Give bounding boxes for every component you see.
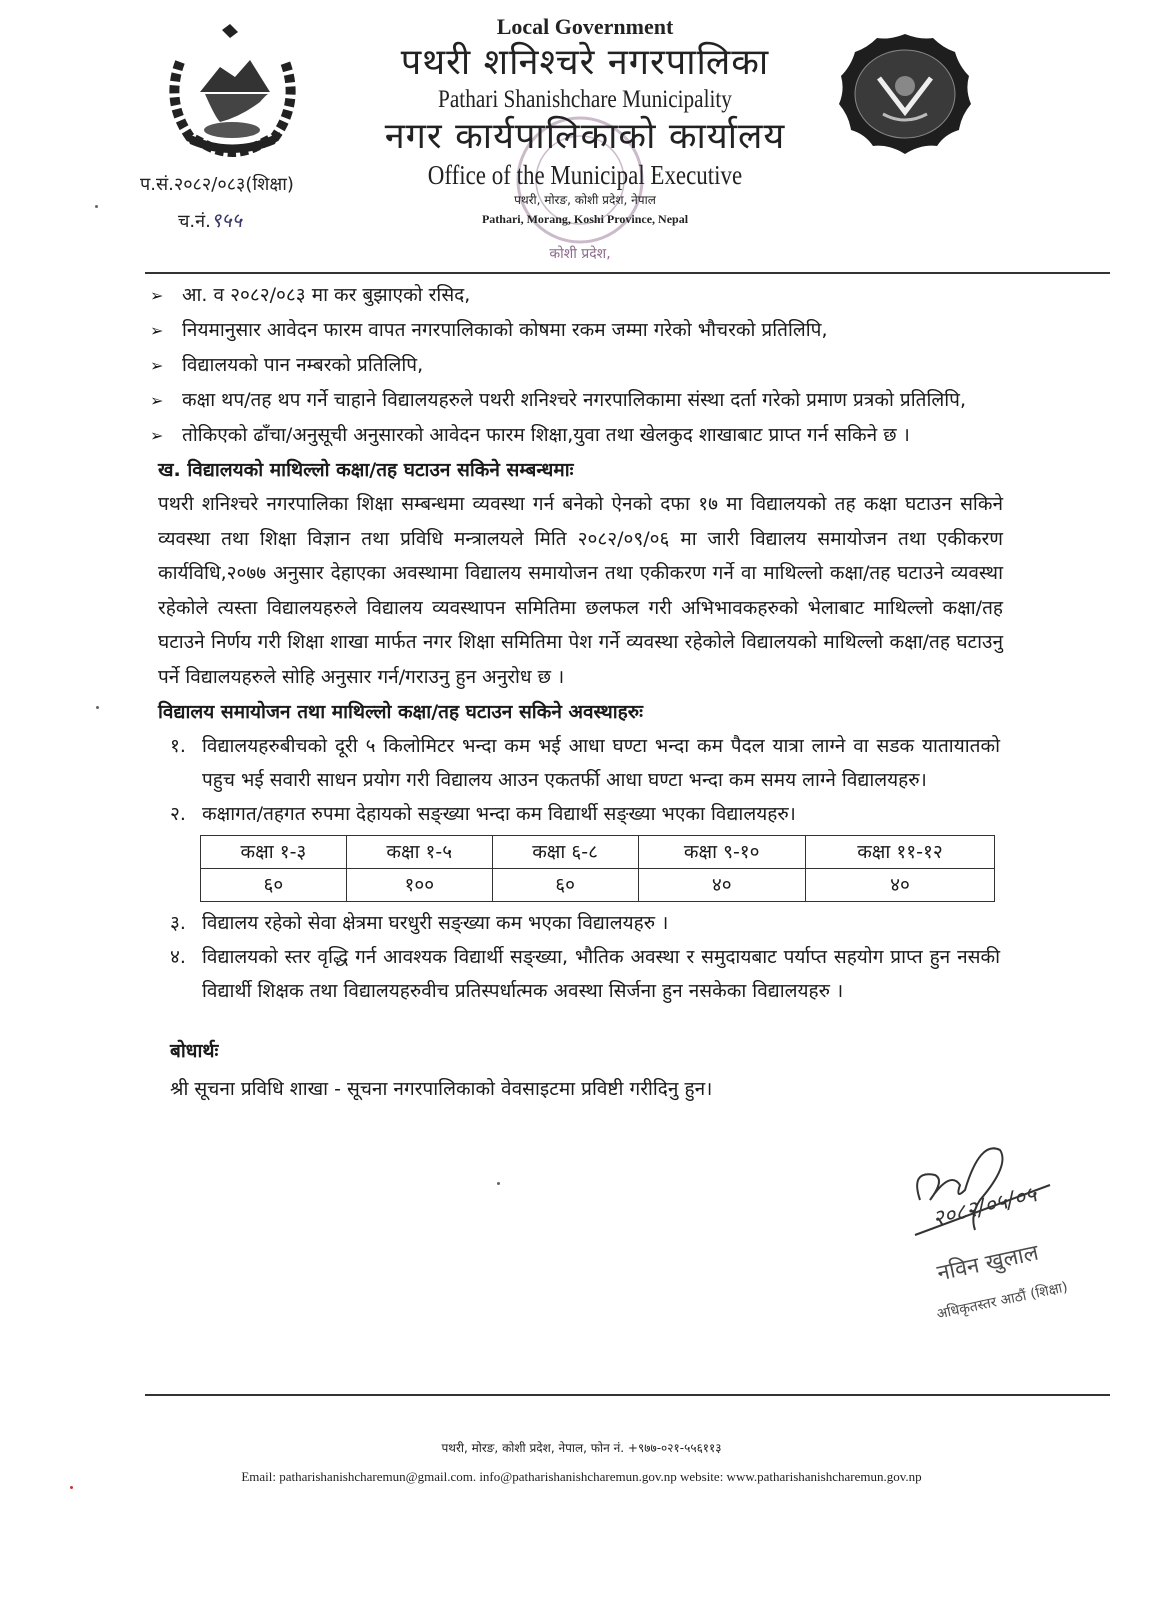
table-header-cell: कक्षा १-३ <box>201 835 347 868</box>
list-item: ➢ कक्षा थप/तह थप गर्ने चाहाने विद्यालयहरुले पथरी शनिश्चरे नगरपालिकामा संस्था दर्ता गरेको प्रमाण प्रत्रको प्रतिलिपि, <box>150 383 1010 418</box>
scan-speck <box>96 706 99 709</box>
table-cell: ४० <box>638 868 805 901</box>
table-header-row <box>201 835 995 868</box>
section-b-heading: ख. विद्यालयको माथिल्लो कक्षा/तह घटाउन सकिने सम्बन्धमाः <box>158 459 574 481</box>
table-header-cell: कक्षा ११-१२ <box>805 835 994 868</box>
arrow-bullet-icon: ➢ <box>150 356 164 375</box>
signature-date: २०८२/०५/०५ <box>930 1182 1040 1233</box>
footer-address: पथरी, मोरङ, कोशी प्रदेश, नेपाल, फोन नं. +९७७-०२१-५५६११३ <box>441 1441 722 1455</box>
table-row <box>201 868 995 901</box>
list-item: ➢ तोकिएको ढाँचा/अनुसूची अनुसारको आवेदन फारम शिक्षा,युवा तथा खेलकुद शाखाबाट प्राप्त गर्न सकिने छ । <box>150 418 1010 453</box>
dispatch-number <box>178 208 242 234</box>
arrow-bullet-icon: ➢ <box>150 426 164 445</box>
condition-item: २. कक्षागत/तहगत रुपमा देहायको सङ्ख्या भन्दा कम विद्यार्थी सङ्ख्या भएका विद्यालयहरु। <box>170 802 796 825</box>
letterhead <box>360 14 810 228</box>
arrow-bullet-icon: ➢ <box>150 391 164 410</box>
condition-item: १. विद्यालयहरुबीचको दूरी ५ किलोमिटर भन्दा कम भई आधा घण्टा भन्दा कम पैदल यात्रा लाग्ने वा सडक यातायातको पहुच भई सवारी साधन प्रयोग गरी विद्यालय आउन एकतर्फी आधा घण्टा भन्दा कम समय लाग्ने विद्यालयहरु। <box>170 734 1000 791</box>
office-name-en: Office of the Municipal Executive <box>427 160 743 190</box>
arrow-bullet-icon: ➢ <box>150 321 164 340</box>
signatory-post: अधिकृतस्तर आठौं (शिक्षा) <box>935 1279 1070 1323</box>
address-en: Pathari, Morang, Koshi Province, Nepal <box>481 212 689 226</box>
table-cell: १०० <box>346 868 492 901</box>
conditions-list <box>170 729 1000 1008</box>
threshold-table-row <box>170 835 1000 902</box>
cc-block <box>170 1034 810 1106</box>
municipality-logo-icon <box>835 30 975 160</box>
footer-contact: Email: patharishanishcharemun@gmail.com. info@patharishanishcharemun.gov.np website: www.patharishanishcharemun.gov.np <box>241 1469 922 1484</box>
signatory-name: नविन खुलाल <box>935 1240 1041 1287</box>
list-item: ➢ नियमानुसार आवेदन फारम वापत नगरपालिकाको कोषमा रकम जम्मा गरेको भौचरको प्रतिलिपि, <box>150 313 1010 348</box>
scan-speck <box>497 1182 500 1185</box>
table-header-cell: कक्षा १-५ <box>346 835 492 868</box>
table-cell: ६० <box>201 868 347 901</box>
section-b-paragraph: पथरी शनिश्चरे नगरपालिका शिक्षा सम्बन्धमा व्यवस्था गर्न बनेको ऐनको दफा १७ मा विद्यालयको तह कक्षा घटाउन सकिने व्यवस्था तथा शिक्षा विज्ञान तथा प्रविधि मन्त्रालयले मिति २०८२/०९/०६ मा जारी विद्यालय समायोजन तथा एकीकरण कार्यविधि,२०७७ अनुसार देहाएका अवस्थामा विद्यालय समायोजन तथा एकीकरण गर्ने वा माथिल्लो कक्षा/तह घटाउने व्यवस्था रहेकोले त्यस्ता विद्यालयहरुले विद्यालय व्यवस्थापन समितिमा छलफल गरी अभिभावकहरुको भेलाबाट माथिल्लो कक्षा/तह घटाउने निर्णय गरी शिक्षा शाखा मार्फत नगर शिक्षा समितिमा पेश गर्ने व्यवस्था रहेकोले विद्यालयको माथिल्लो कक्षा/तह घटाउनु पर्ने विद्यालयहरुले सोहि अनुसार गर्न/गराउनु हुन अनुरोध छ । <box>158 493 1003 688</box>
office-name-np: नगर कार्यपालिकाको कार्यालय <box>384 116 786 157</box>
list-item: ➢ विद्यालयको पान नम्बरको प्रतिलिपि, <box>150 348 1010 383</box>
dispatch-label: च.नं. <box>178 211 211 232</box>
dispatch-value: ९५५ <box>210 208 243 232</box>
letter-body <box>150 278 1010 1106</box>
table-cell: ६० <box>492 868 638 901</box>
cc-recipient: श्री सूचना प्रविधि शाखा - सूचना नगरपालिकाको वेवसाइटमा प्रविष्टी गरीदिनु हुन। <box>170 1077 713 1100</box>
municipality-name-np: पथरी शनिश्चरे नगरपालिका <box>400 42 770 83</box>
table-cell: ४० <box>805 868 994 901</box>
footer-divider <box>145 1394 1110 1396</box>
reference-number: प.सं.२०८२/०८३(शिक्षा) <box>140 174 294 195</box>
scan-speck <box>70 1486 73 1489</box>
condition-item: ३. विद्यालय रहेको सेवा क्षेत्रमा घरधुरी सङ्ख्या कम भएका विद्यालयहरु । <box>170 911 669 934</box>
table-header-cell: कक्षा ६-८ <box>492 835 638 868</box>
address-np: पथरी, मोरङ, कोशी प्रदेश, नेपाल <box>514 193 656 207</box>
threshold-table <box>200 835 995 902</box>
requirements-list <box>150 278 1010 453</box>
scan-speck <box>95 205 98 208</box>
list-item: ➢ आ. व २०८२/०८३ मा कर बुझाएको रसिद, <box>150 278 1010 313</box>
condition-item: ४. विद्यालयको स्तर वृद्धि गर्न आवश्यक विद्यार्थी सङ्ख्या, भौतिक अवस्था र समुदायबाट पर्याप्त सहयोग प्राप्त हुन नसकी विद्यार्थी शिक्षक तथा विद्यालयहरुवीच प्रतिस्पर्धात्मक अवस्था सिर्जना हुन नसकेका विद्यालयहरु । <box>170 945 1000 1002</box>
stamp-text: कोशी प्रदेश, <box>549 246 611 262</box>
cc-heading: बोधार्थः <box>170 1039 219 1062</box>
local-government-label: Local Government <box>496 14 674 39</box>
conditions-heading: विद्यालय समायोजन तथा माथिल्लो कक्षा/तह घटाउन सकिने अवस्थाहरुः <box>158 700 643 723</box>
table-header-cell: कक्षा ९-१० <box>638 835 805 868</box>
municipality-name-en: Pathari Shanishchare Municipality <box>438 86 732 113</box>
header-divider <box>145 272 1110 274</box>
arrow-bullet-icon: ➢ <box>150 286 164 305</box>
nepal-emblem-icon <box>160 22 305 157</box>
